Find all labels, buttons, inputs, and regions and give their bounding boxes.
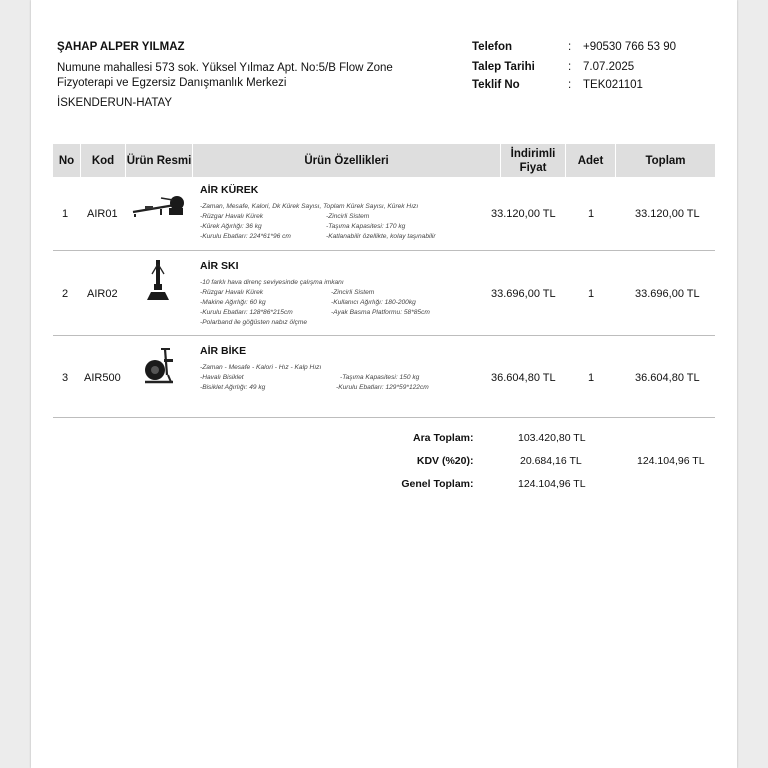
vat-value: 20.684,16 TL xyxy=(520,455,582,467)
row-qty: 1 xyxy=(588,208,595,220)
subtotal-value: 103.420,80 TL xyxy=(518,432,586,444)
table-header xyxy=(53,144,715,177)
company-address-line3: İSKENDERUN-HATAY xyxy=(57,97,173,109)
header-price-line2: Fiyat xyxy=(519,161,547,174)
feature-text: -Kurulu Ebatları: 129*59*122cm xyxy=(336,384,429,391)
product-name: AİR KÜREK xyxy=(200,184,259,196)
row-code: AIR02 xyxy=(87,288,118,300)
feature-text: -Taşıma Kapasitesi: 150 kg xyxy=(340,374,420,381)
row-no: 1 xyxy=(62,208,69,220)
product-name: AİR SKI xyxy=(200,260,239,272)
feature-text: -Makine Ağırlığı: 60 kg xyxy=(200,299,266,306)
subtotal-label: Ara Toplam xyxy=(413,432,470,444)
feature-text: -Rüzgar Havalı Kürek xyxy=(200,289,264,296)
request-date-value: 7.07.2025 xyxy=(583,61,635,73)
header-features: Ürün Özellikleri xyxy=(304,154,389,167)
company-name: ŞAHAP ALPER YILMAZ xyxy=(57,41,185,53)
feature-text: -Zincirli Sistem xyxy=(331,289,375,296)
row-no: 2 xyxy=(62,288,69,300)
grand-total-colon: : xyxy=(470,478,474,490)
feature-text: -Kurulu Ebatları: 128*86*215cm xyxy=(200,309,293,316)
quote-no-colon: : xyxy=(568,79,572,91)
header-price-line1: İndirimli xyxy=(510,147,556,160)
feature-text: -Zaman - Mesafe - Kalori - Hız - Kalp Hızı xyxy=(200,364,322,371)
feature-text: -Kürek Ağırlığı: 36 kg xyxy=(200,223,262,230)
feature-text: -Polarband ile göğüsten nabız ölçme xyxy=(200,319,308,326)
row-divider xyxy=(53,250,715,251)
feature-text: -Rüzgar Havalı Kürek xyxy=(200,213,264,220)
feature-text: -Katlanabilir özellikte, kolay taşınabilir xyxy=(326,233,436,240)
row-price: 33.696,00 TL xyxy=(491,288,556,300)
request-date-colon: : xyxy=(568,61,572,73)
grand-total-value: 124.104,96 TL xyxy=(518,478,586,490)
header-no: No xyxy=(58,154,75,167)
row-price: 33.120,00 TL xyxy=(491,208,556,220)
row-qty: 1 xyxy=(588,288,595,300)
feature-text: -Ayak Basma Platformu: 58*85cm xyxy=(331,309,430,316)
rowing-machine-icon xyxy=(131,190,185,220)
grand-total-right: 124.104,96 TL xyxy=(637,455,705,467)
row-code: AIR500 xyxy=(84,372,121,384)
feature-text: -Havalı Bisiklet xyxy=(200,374,244,381)
header-total: Toplam xyxy=(645,154,686,167)
row-no: 3 xyxy=(62,372,69,384)
feature-text: -Kullanıcı Ağırlığı: 180-200kg xyxy=(331,299,416,306)
header-code: Kod xyxy=(91,154,115,167)
row-qty: 1 xyxy=(588,372,595,384)
row-total: 33.696,00 TL xyxy=(635,288,700,300)
phone-colon: : xyxy=(568,41,572,53)
row-total: 36.604,80 TL xyxy=(635,372,700,384)
feature-text: -Bisiklet Ağırlığı: 49 kg xyxy=(200,384,266,391)
request-date-label: Talep Tarihi xyxy=(472,61,535,73)
header-discount-price xyxy=(501,144,565,177)
row-divider xyxy=(53,335,715,336)
feature-text: -Kurulu Ebatları: 224*61*96 cm xyxy=(200,233,291,240)
header-qty: Adet xyxy=(577,154,604,167)
row-total: 33.120,00 TL xyxy=(635,208,700,220)
subtotal-colon: : xyxy=(470,432,474,444)
row-price: 36.604,80 TL xyxy=(491,372,556,384)
vat-colon: : xyxy=(470,455,474,467)
vat-label: KDV (%20) xyxy=(416,455,470,467)
product-name: AİR BİKE xyxy=(200,345,247,357)
company-address-line1: Numune mahallesi 573 sok. Yüksel Yılmaz Apt. No:5/B Flow Zone xyxy=(57,62,393,74)
row-divider xyxy=(53,417,715,418)
air-bike-icon xyxy=(141,345,177,385)
ski-erg-icon xyxy=(143,258,173,302)
quote-document xyxy=(31,0,737,768)
feature-text: -Taşıma Kapasitesi: 170 kg xyxy=(326,223,406,230)
quote-no-label: Teklif No xyxy=(472,79,520,91)
grand-total-label: Genel Toplam xyxy=(401,478,470,490)
feature-text: -Zaman, Mesafe, Kalori, Dk Kürek Sayısı, Toplam Kürek Sayısı, Kürek Hızı xyxy=(200,203,419,210)
phone-value: +90530 766 53 90 xyxy=(583,41,677,53)
header-image: Ürün Resmi xyxy=(126,154,192,167)
feature-text: -Zincirli Sistem xyxy=(326,213,370,220)
row-code: AIR01 xyxy=(87,208,118,220)
feature-text: -10 farklı hava direnç seviyesinde çalışma imkanı xyxy=(200,279,344,286)
company-address-line2: Fizyoterapi ve Egzersiz Danışmanlık Merkezi xyxy=(57,77,287,89)
quote-no-value: TEK021101 xyxy=(583,79,643,91)
phone-label: Telefon xyxy=(472,41,513,53)
